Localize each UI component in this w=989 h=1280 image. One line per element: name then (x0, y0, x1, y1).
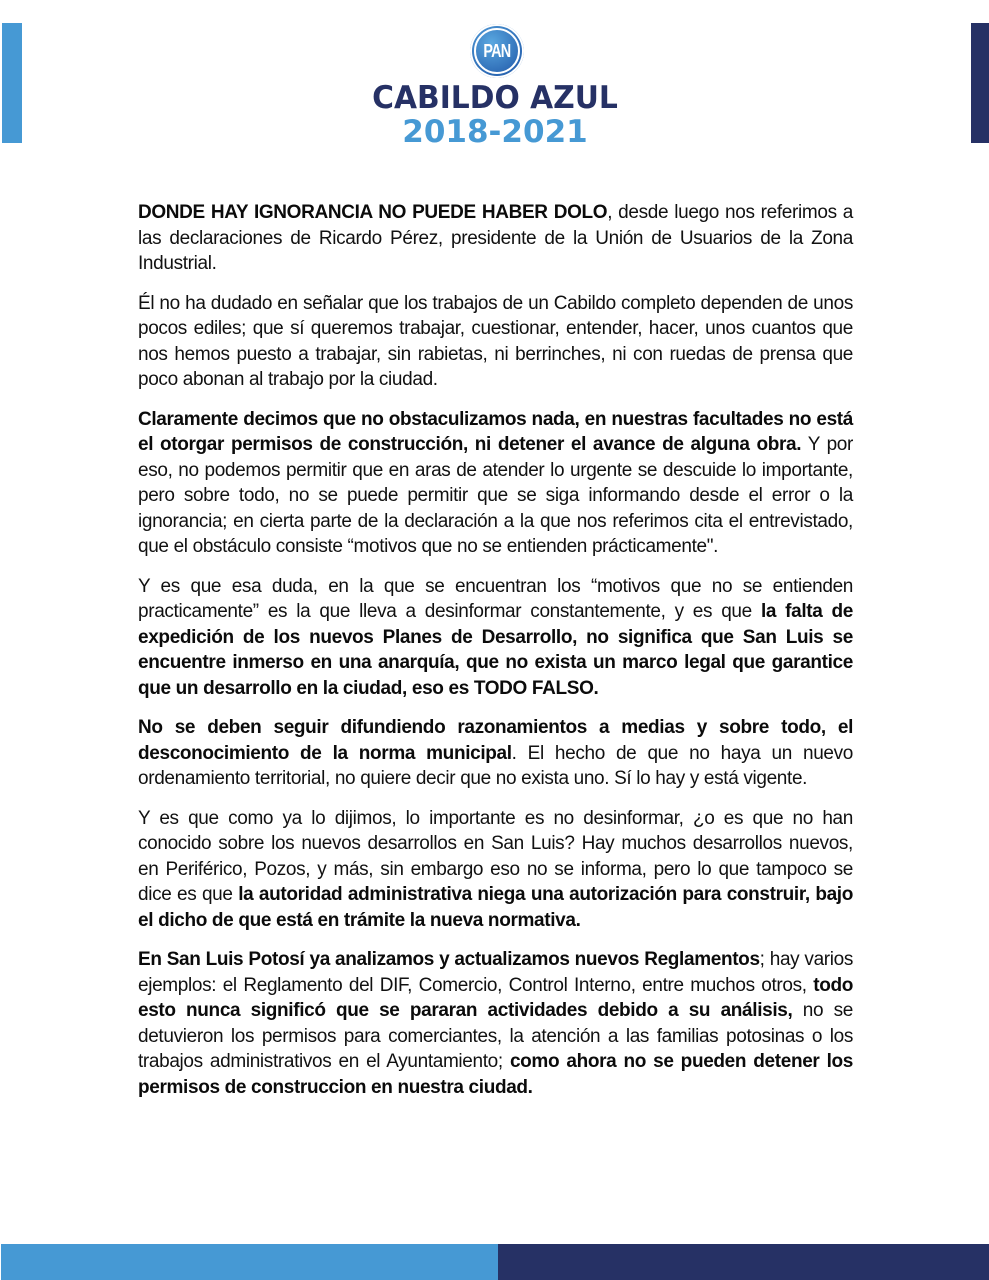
text-regular: ; hay varios ejemplos: el Reglamento del DIF, Comercio, Control Interno, entre muchos otros, (138, 949, 854, 996)
paragraph (138, 407, 853, 560)
text-regular: . El hecho de que no haya un nuevo ordenamiento territorial, no quiere decir que no exista uno. Sí lo hay y está vigente. (138, 742, 853, 789)
paragraph (138, 806, 853, 934)
text-bold: DONDE HAY IGNORANCIA NO PUEDE HABER DOLO (138, 202, 608, 223)
pan-badge-text: PAN (483, 40, 511, 61)
text-bold: todo esto nunca significó que se pararan actividades debido a su análisis, (138, 974, 853, 1021)
paragraph (138, 291, 853, 393)
paragraph (138, 715, 853, 792)
paragraph (138, 947, 853, 1100)
footer-bar-light-blue (1, 1244, 498, 1280)
logo-title: CABILDO AZUL (372, 80, 618, 116)
text-regular: , desde luego nos referimos a las declaraciones de Ricardo Pérez, presidente de la Unión de Usuarios de la Zona Industrial. (138, 202, 853, 274)
text-regular: Y es que esa duda, en la que se encuentran los “motivos que no se entienden practicamente” es la que lleva a desinformar constantemente, y es que (138, 575, 853, 622)
paragraph (138, 200, 853, 277)
text-bold: la falta de expedición de los nuevos Planes de Desarrollo, no significa que San Luis se encuentre inmerso en una anarquía, que no exista un marco legal que garantice que un desarrollo en la ciudad, eso es TODO FALSO. (138, 601, 853, 699)
right-accent-bar (971, 23, 989, 143)
text-bold: como ahora no se pueden detener los permisos de construccion en nuestra ciudad. (138, 1051, 853, 1098)
pan-badge-icon (470, 24, 524, 78)
text-bold: la autoridad administrativa niega una autorización para construir, bajo el dicho de que está en trámite la nueva normativa. (138, 884, 853, 931)
paragraph (138, 574, 853, 702)
text-bold: Claramente decimos que no obstaculizamos nada, en nuestras facultades no está el otorgar permisos de construcción, ni detener el avance de alguna obra. (138, 408, 853, 455)
document-body (138, 200, 853, 1114)
cabildo-azul-logo (340, 20, 650, 150)
text-bold: No se deben seguir difundiendo razonamientos a medias y sobre todo, el desconocimiento de la norma municipal (138, 717, 853, 764)
pan-badge-ring (474, 28, 520, 74)
logo-years: 2018-2021 (402, 114, 588, 150)
text-regular: no se detuvieron los permisos para comerciantes, la atención a las familias potosinas o los trabajos administrativos en el Ayuntamiento; (138, 1000, 853, 1072)
text-bold: En San Luis Potosí ya analizamos y actualizamos nuevos Reglamentos (138, 949, 760, 970)
text-regular: Él no ha dudado en señalar que los trabajos de un Cabildo completo dependen de unos pocos ediles; que sí queremos trabajar, cuestionar, entender, hacer, unos cuantos que nos hemos puesto a trabajar, sin rabietas, ni berrinches, ni con ruedas de prensa que poco abonan al trabajo por la ciudad. (138, 292, 853, 390)
left-accent-bar (2, 23, 22, 143)
footer-bar-navy (498, 1244, 989, 1280)
text-regular: Y es que como ya lo dijimos, lo importante es no desinformar, ¿o es que no han conocido sobre los nuevos desarrollos en San Luis? Hay muchos desarrollos nuevos, en Periférico, Pozos, y más, sin embargo eso no se informa, pero lo que tampoco se dice es que (138, 807, 853, 905)
text-regular: Y por eso, no podemos permitir que en aras de atender lo urgente se descuide lo importante, pero sobre todo, no se puede permitir que se siga informando desde el error o la ignorancia; en cierta parte de la declaración a la que nos referimos cita el entrevistado, que el obstáculo consiste “motivos que no se entienden prácticamente". (138, 434, 853, 557)
